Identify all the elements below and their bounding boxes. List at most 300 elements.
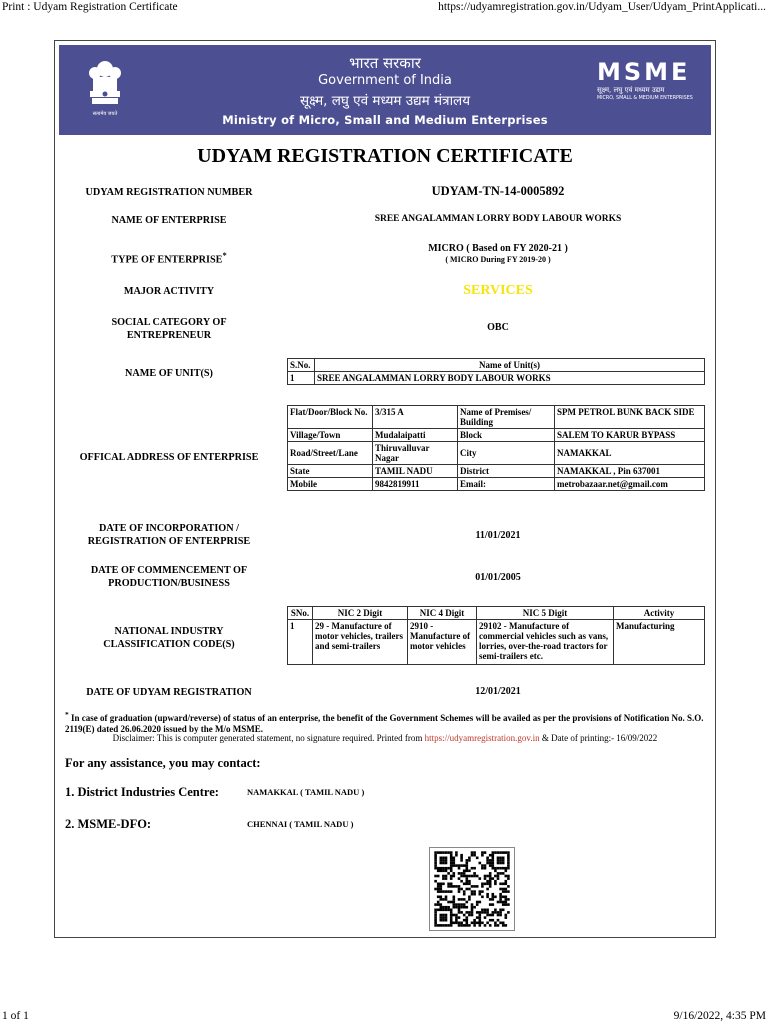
table-cell: Road/Street/Lane (288, 442, 373, 465)
qr-module (445, 898, 448, 901)
qr-module (455, 903, 458, 906)
qr-module (442, 898, 445, 901)
qr-module (492, 893, 495, 896)
qr-module (471, 922, 474, 925)
qr-module (466, 867, 469, 870)
qr-module (505, 888, 508, 891)
qr-module (471, 851, 474, 854)
qr-module (499, 888, 502, 891)
table-cell: Village/Town (288, 429, 373, 442)
qr-module (442, 883, 445, 886)
table-cell: Email: (458, 478, 555, 491)
qr-module (499, 893, 502, 896)
qr-module (450, 862, 453, 865)
qr-module (440, 851, 443, 854)
qr-module (440, 909, 443, 912)
incorp-value: 11/01/2021 (475, 530, 521, 541)
qr-module (466, 877, 469, 880)
table-header-row (288, 359, 705, 372)
table-cell: 29102 - Manufacture of commercial vehicles such as vans, lorries, over-the-road tractors for semi-trailers etc. (477, 620, 614, 665)
qr-module (502, 896, 505, 899)
qr-module (460, 924, 463, 927)
qr-module (489, 919, 492, 922)
qr-module (476, 922, 479, 925)
qr-module (447, 906, 450, 909)
qr-module (492, 896, 495, 899)
qr-module (440, 896, 443, 899)
qr-module (442, 906, 445, 909)
table-cell: Manufacturing (614, 620, 705, 665)
qr-module (502, 857, 505, 860)
qr-module (484, 877, 487, 880)
nic-label-line2: CLASSIFICATION CODE(S) (103, 639, 235, 650)
qr-module (437, 888, 440, 891)
table-cell: 1 (288, 620, 313, 665)
qr-module (473, 854, 476, 857)
qr-module (447, 851, 450, 854)
qr-module (437, 890, 440, 893)
udyam-date-value: 12/01/2021 (475, 686, 521, 697)
reg-no-value: UDYAM-TN-14-0005892 (431, 184, 565, 198)
qr-module (455, 864, 458, 867)
qr-module (466, 916, 469, 919)
qr-module (434, 919, 437, 922)
qr-module (458, 890, 461, 893)
msme-logo-sub: MICRO, SMALL & MEDIUM ENTERPRISES (597, 96, 693, 101)
qr-module (507, 885, 510, 888)
qr-module (458, 877, 461, 880)
qr-module (460, 880, 463, 883)
qr-module (505, 916, 508, 919)
qr-module (471, 890, 474, 893)
qr-module (494, 896, 497, 899)
qr-module (502, 922, 505, 925)
table-row (288, 442, 705, 465)
type-value: MICRO ( Based on FY 2020-21 ) (428, 243, 568, 254)
qr-module (473, 919, 476, 922)
qr-module (499, 862, 502, 865)
table-cell: NAMAKKAL (555, 442, 705, 465)
qr-module (437, 903, 440, 906)
qr-module (479, 922, 482, 925)
qr-module (505, 870, 508, 873)
qr-module (453, 922, 456, 925)
qr-module (453, 859, 456, 862)
qr-module (450, 870, 453, 873)
qr-module (437, 909, 440, 912)
qr-module (468, 911, 471, 914)
qr-module (499, 867, 502, 870)
qr-module (502, 872, 505, 875)
qr-module (463, 875, 466, 878)
qr-module (458, 924, 461, 927)
qr-module (466, 859, 469, 862)
qr-module (486, 893, 489, 896)
qr-module (471, 906, 474, 909)
qr-module (463, 924, 466, 927)
qr-module (489, 903, 492, 906)
table-header-row (288, 607, 705, 620)
qr-module (445, 906, 448, 909)
qr-module (507, 877, 510, 880)
qr-module (447, 885, 450, 888)
qr-module (489, 872, 492, 875)
dic-value: NAMAKKAL ( TAMIL NADU ) (247, 787, 365, 797)
qr-module (481, 909, 484, 912)
msme-logo-text: MSME (597, 58, 691, 86)
qr-module (460, 911, 463, 914)
table-cell: SREE ANGALAMMAN LORRY BODY LABOUR WORKS (315, 372, 705, 385)
disclaimer-link[interactable]: https://udyamregistration.gov.in (424, 733, 540, 743)
qr-module (450, 877, 453, 880)
print-url: https://udyamregistration.gov.in/Udyam_User/Udyam_PrintApplicati... (438, 1, 766, 13)
qr-module (466, 901, 469, 904)
qr-module (471, 911, 474, 914)
qr-module (486, 922, 489, 925)
qr-module (486, 888, 489, 891)
qr-module (458, 898, 461, 901)
qr-module (440, 862, 443, 865)
qr-module (460, 854, 463, 857)
qr-module (492, 903, 495, 906)
address-table (287, 405, 705, 491)
qr-module (489, 898, 492, 901)
qr-module (450, 864, 453, 867)
qr-module (502, 859, 505, 862)
qr-module (455, 851, 458, 854)
qr-module (492, 914, 495, 917)
qr-module (502, 862, 505, 865)
qr-module (494, 883, 497, 886)
qr-module (505, 851, 508, 854)
qr-module (507, 890, 510, 893)
name-value: SREE ANGALAMMAN LORRY BODY LABOUR WORKS (374, 214, 622, 224)
qr-module (440, 857, 443, 860)
dfo-value: CHENNAI ( TAMIL NADU ) (247, 819, 354, 829)
qr-module (486, 883, 489, 886)
qr-module (455, 919, 458, 922)
qr-module (463, 919, 466, 922)
table-cell: 3/315 A (373, 406, 458, 429)
table-cell: Mudalaipatti (373, 429, 458, 442)
units-table (287, 358, 705, 385)
qr-module (453, 903, 456, 906)
name-label: NAME OF ENTERPRISE (111, 215, 227, 226)
qr-module (471, 854, 474, 857)
type-label-text: TYPE OF ENTERPRISE (111, 254, 223, 266)
qr-module (437, 924, 440, 927)
qr-module (437, 867, 440, 870)
qr-module (442, 862, 445, 865)
qr-module (473, 872, 476, 875)
qr-module (484, 867, 487, 870)
qr-module (460, 875, 463, 878)
qr-module (499, 911, 502, 914)
qr-module (476, 911, 479, 914)
qr-module (499, 922, 502, 925)
table-cell: 2910 - Manufacture of motor vehicles (408, 620, 477, 665)
qr-module (434, 903, 437, 906)
qr-module (455, 922, 458, 925)
print-header (0, 0, 768, 16)
qr-module (489, 877, 492, 880)
qr-module (458, 916, 461, 919)
qr-module (489, 862, 492, 865)
qr-module (466, 888, 469, 891)
qr-module (499, 914, 502, 917)
qr-module (494, 875, 497, 878)
units-label: NAME OF UNIT(S) (125, 368, 213, 379)
qr-module (437, 883, 440, 886)
qr-module (489, 875, 492, 878)
qr-module (497, 901, 500, 904)
qr-module (460, 903, 463, 906)
msme-logo-hindi: सूक्ष्म, लघु एवं मध्यम उद्यम (597, 86, 665, 94)
qr-module (434, 924, 437, 927)
qr-module (434, 867, 437, 870)
qr-module (466, 870, 469, 873)
page-count: 1 of 1 (2, 1010, 29, 1022)
certificate-title: UDYAM REGISTRATION CERTIFICATE (197, 145, 573, 167)
qr-module (445, 851, 448, 854)
qr-module (505, 898, 508, 901)
qr-module (499, 851, 502, 854)
qr-module (497, 872, 500, 875)
qr-module (499, 872, 502, 875)
qr-module (486, 857, 489, 860)
table-cell: SALEM TO KARUR BYPASS (555, 429, 705, 442)
qr-module (463, 903, 466, 906)
qr-module (497, 877, 500, 880)
qr-module (460, 898, 463, 901)
qr-module (445, 862, 448, 865)
qr-module (492, 862, 495, 865)
qr-module (494, 880, 497, 883)
qr-module (442, 919, 445, 922)
qr-module (434, 851, 437, 854)
qr-module (471, 867, 474, 870)
qr-module (476, 903, 479, 906)
qr-module (494, 867, 497, 870)
table-cell: Block (458, 429, 555, 442)
qr-module (450, 859, 453, 862)
print-footer (0, 1008, 768, 1024)
qr-module (507, 867, 510, 870)
qr-module (479, 924, 482, 927)
qr-module (460, 922, 463, 925)
qr-module (494, 870, 497, 873)
qr-module (455, 906, 458, 909)
commence-label (55, 564, 283, 590)
qr-module (445, 914, 448, 917)
qr-module (473, 890, 476, 893)
qr-module (502, 888, 505, 891)
qr-module (484, 864, 487, 867)
msme-logo (597, 58, 701, 113)
qr-module (434, 922, 437, 925)
qr-module (445, 857, 448, 860)
qr-module (494, 851, 497, 854)
qr-module (445, 916, 448, 919)
qr-module (505, 903, 508, 906)
qr-module (440, 906, 443, 909)
qr-module (440, 916, 443, 919)
table-cell: NAMAKKAL , Pin 637001 (555, 465, 705, 478)
qr-module (458, 888, 461, 891)
qr-module (442, 867, 445, 870)
qr-module (484, 883, 487, 886)
qr-module (468, 870, 471, 873)
qr-module (434, 875, 437, 878)
qr-module (442, 859, 445, 862)
qr-module (476, 885, 479, 888)
gov-english: Government of India (318, 73, 452, 88)
qr-module (434, 888, 437, 891)
qr-module (471, 875, 474, 878)
qr-module (486, 862, 489, 865)
qr-module (445, 924, 448, 927)
qr-module (458, 922, 461, 925)
qr-module (445, 859, 448, 862)
qr-module (497, 862, 500, 865)
qr-module (492, 867, 495, 870)
qr-module (497, 911, 500, 914)
qr-module (481, 867, 484, 870)
qr-module (466, 862, 469, 865)
qr-module (463, 870, 466, 873)
qr-module (466, 883, 469, 886)
qr-module (450, 890, 453, 893)
qr-module (502, 890, 505, 893)
qr-module (447, 867, 450, 870)
qr-module (442, 877, 445, 880)
qr-module (442, 857, 445, 860)
table-cell: Name of Premises/ Building (458, 406, 555, 429)
qr-module (499, 857, 502, 860)
qr-module (489, 880, 492, 883)
qr-module (466, 924, 469, 927)
qr-module (507, 854, 510, 857)
qr-module (505, 880, 508, 883)
qr-module (460, 872, 463, 875)
qr-module (489, 854, 492, 857)
qr-module (481, 890, 484, 893)
qr-module (434, 909, 437, 912)
qr-module (450, 875, 453, 878)
table-cell: SPM PETROL BUNK BACK SIDE (555, 406, 705, 429)
qr-module (479, 877, 482, 880)
qr-module (450, 851, 453, 854)
table-cell: 1 (288, 372, 315, 385)
qr-module (471, 914, 474, 917)
qr-module (489, 885, 492, 888)
qr-module (497, 914, 500, 917)
qr-module (507, 864, 510, 867)
qr-module (479, 911, 482, 914)
qr-module (437, 896, 440, 899)
qr-module (497, 857, 500, 860)
print-timestamp: 9/16/2022, 4:35 PM (673, 1010, 766, 1022)
qr-module (484, 916, 487, 919)
disclaimer-post: & Date of printing:- 16/09/2022 (539, 733, 658, 743)
qr-module (450, 885, 453, 888)
qr-module (460, 864, 463, 867)
table-row (288, 478, 705, 491)
qr-module (445, 875, 448, 878)
table-cell: Flat/Door/Block No. (288, 406, 373, 429)
address-label: OFFICAL ADDRESS OF ENTERPRISE (79, 452, 259, 463)
qr-module (473, 875, 476, 878)
qr-module (466, 875, 469, 878)
qr-module (453, 901, 456, 904)
qr-module (450, 916, 453, 919)
table-cell: State (288, 465, 373, 478)
activity-label: MAJOR ACTIVITY (123, 286, 215, 297)
disclaimer (55, 733, 715, 743)
qr-module (463, 914, 466, 917)
qr-module (455, 885, 458, 888)
qr-module (440, 919, 443, 922)
type-label (55, 249, 283, 266)
qr-module (473, 851, 476, 854)
qr-module (486, 914, 489, 917)
table-row (288, 429, 705, 442)
qr-module (479, 919, 482, 922)
table-row (288, 406, 705, 429)
qr-module (497, 859, 500, 862)
qr-module (440, 885, 443, 888)
qr-module (458, 903, 461, 906)
qr-module (447, 901, 450, 904)
qr-module (445, 890, 448, 893)
nic-table (287, 606, 705, 665)
qr-module (440, 903, 443, 906)
qr-module (442, 916, 445, 919)
table-header-cell: NIC 5 Digit (477, 607, 614, 620)
table-cell: City (458, 442, 555, 465)
qr-module (445, 867, 448, 870)
qr-module (497, 867, 500, 870)
qr-module (468, 875, 471, 878)
qr-module (494, 909, 497, 912)
qr-module (440, 888, 443, 891)
government-banner (59, 45, 711, 135)
incorp-label (55, 522, 283, 548)
qr-module (502, 901, 505, 904)
qr-module (455, 916, 458, 919)
qr-module (494, 911, 497, 914)
qr-module (499, 896, 502, 899)
qr-module (453, 896, 456, 899)
table-row (288, 620, 705, 665)
qr-module (476, 916, 479, 919)
ministry-hindi: सूक्ष्म, लघु एवं मध्यम उद्यम मंत्रालय (299, 93, 471, 109)
qr-module (484, 851, 487, 854)
table-cell: TAMIL NADU (373, 465, 458, 478)
incorp-label-line2: REGISTRATION OF ENTERPRISE (87, 536, 251, 547)
qr-code-icon (429, 847, 515, 931)
qr-module (505, 896, 508, 899)
commence-label-line2: PRODUCTION/BUSINESS (108, 578, 230, 589)
qr-module (471, 909, 474, 912)
qr-module (507, 875, 510, 878)
qr-module (489, 914, 492, 917)
qr-module (473, 867, 476, 870)
table-row (288, 465, 705, 478)
table-cell: metrobazaar.net@gmail.com (555, 478, 705, 491)
qr-module (468, 896, 471, 899)
qr-module (434, 914, 437, 917)
